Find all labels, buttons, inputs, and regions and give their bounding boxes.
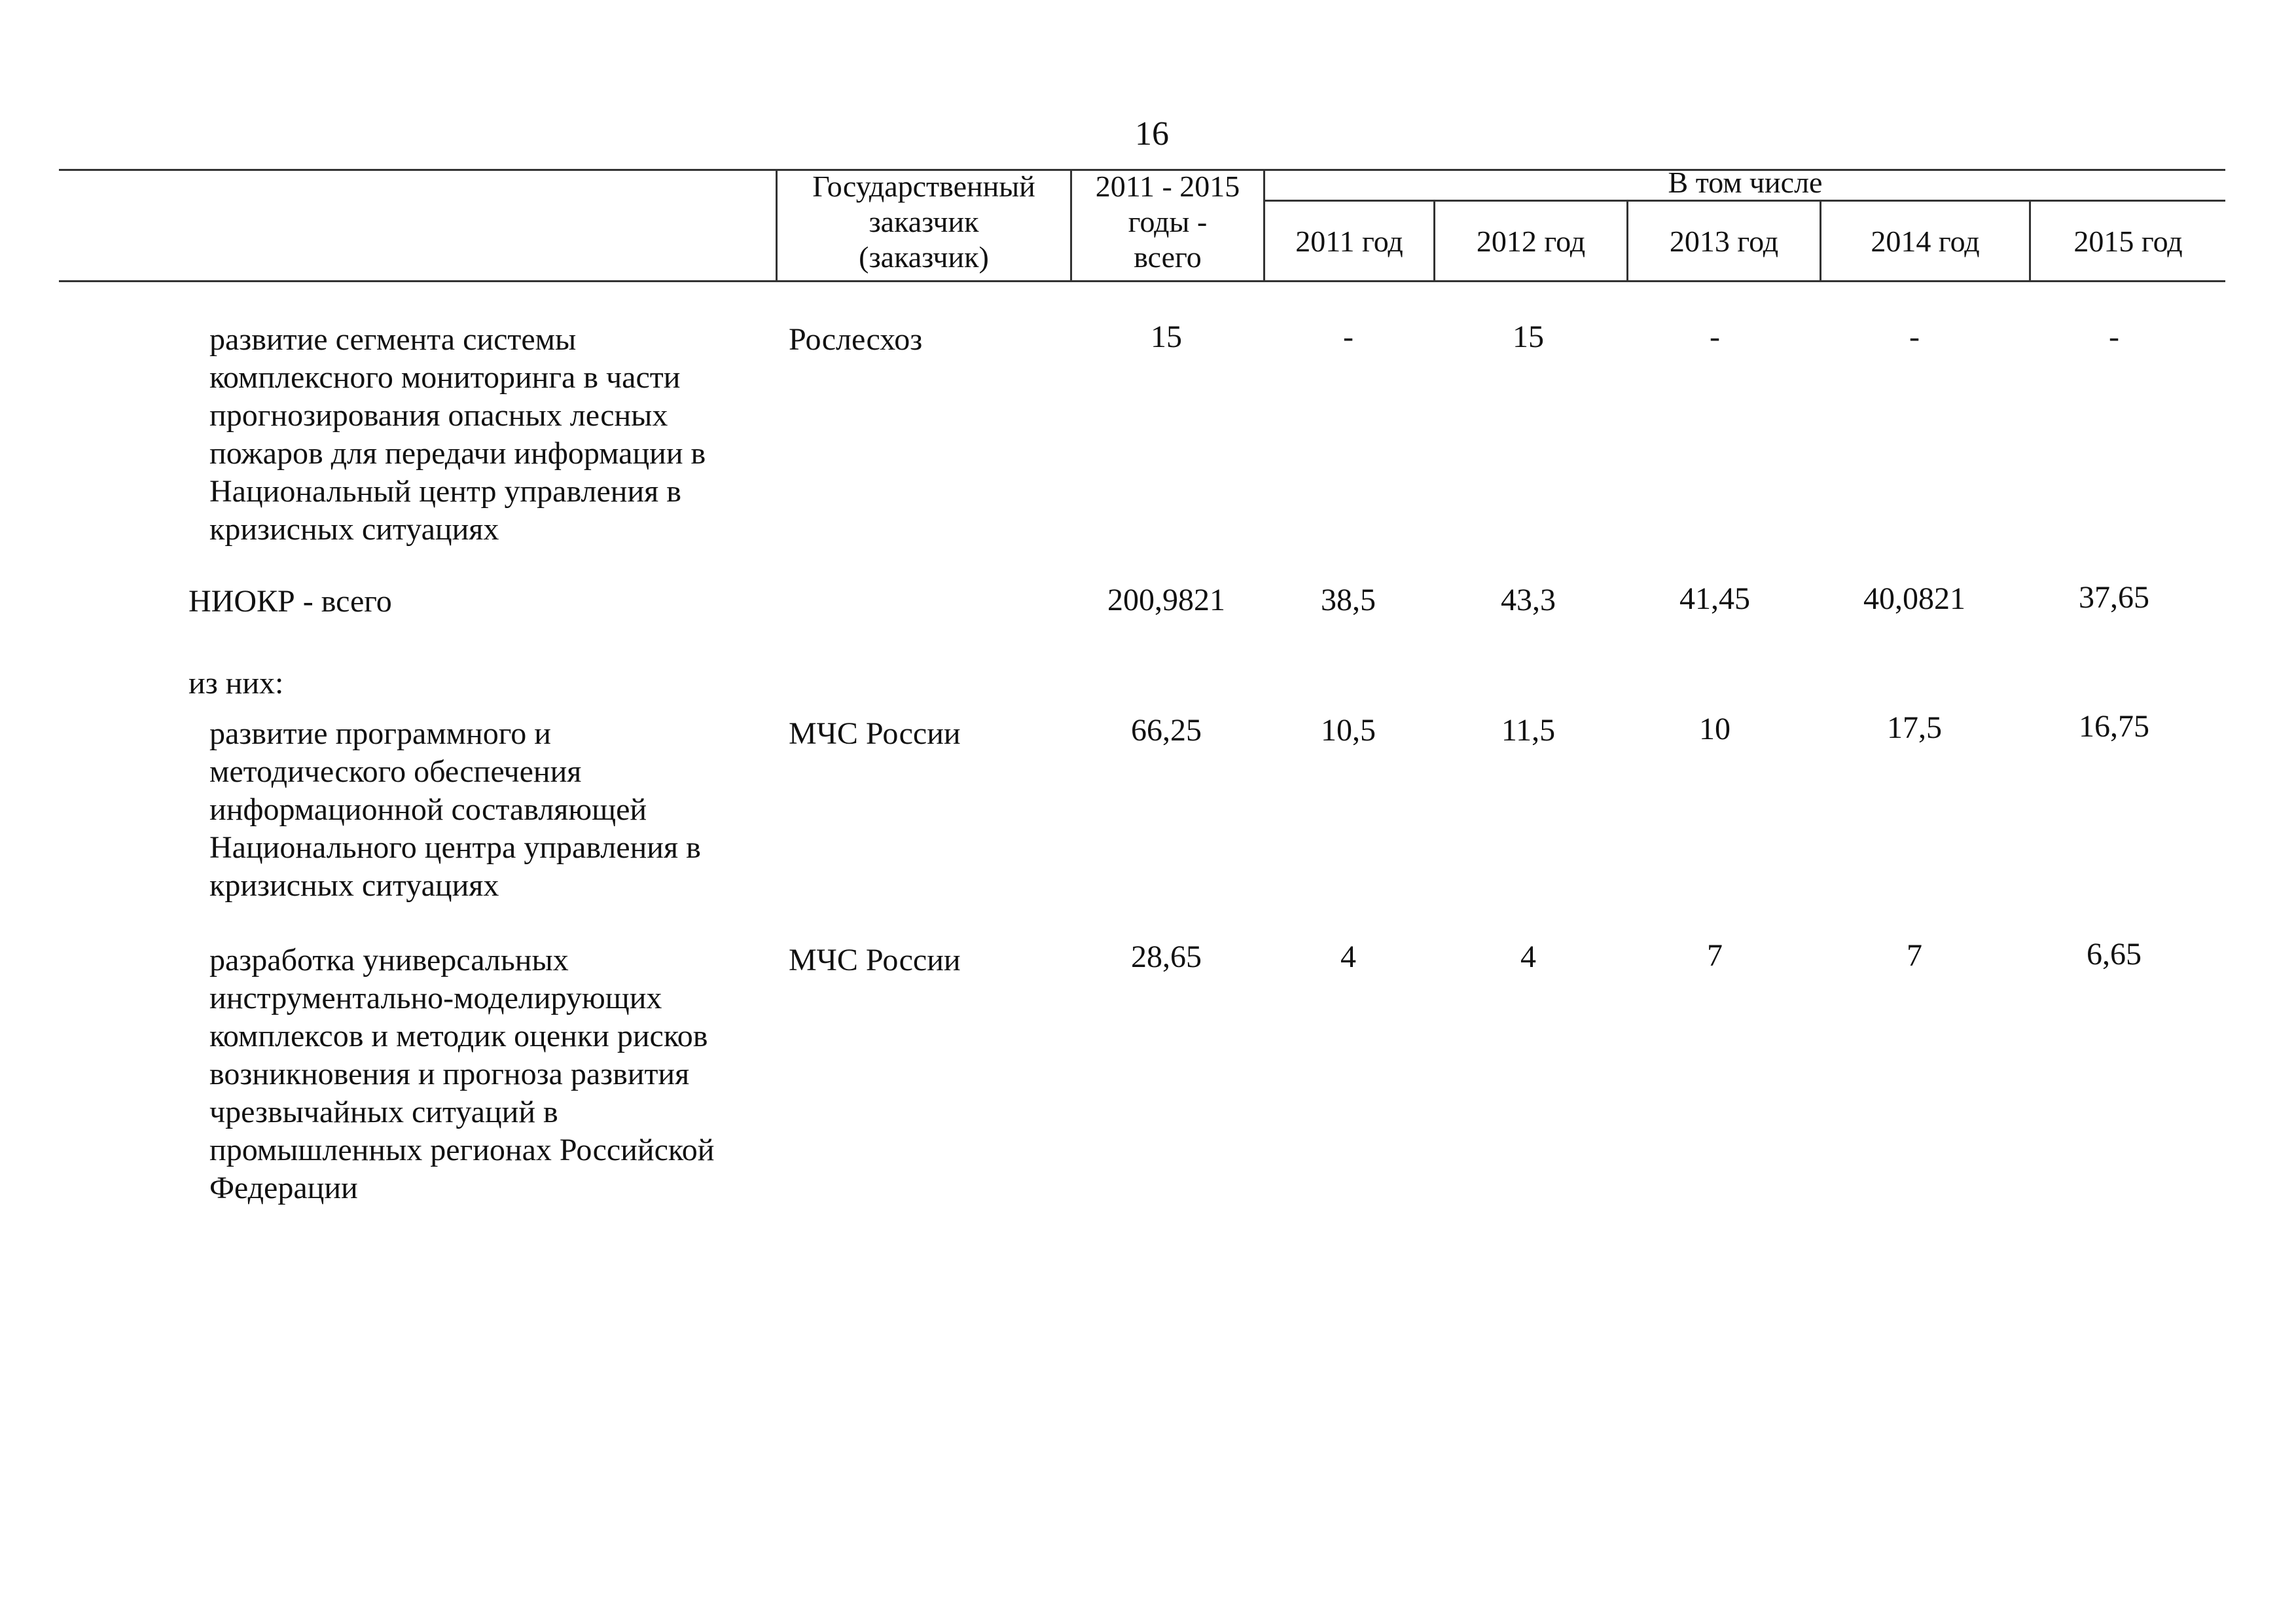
row-4-line-2: методического обеспечения <box>209 754 582 789</box>
header-customer-line-3: (заказчик) <box>859 240 989 274</box>
row-1-line-2: комплексного мониторинга в части <box>209 360 681 395</box>
row-2-description: НИОКР - всего <box>188 584 392 619</box>
row-5-line-4: возникновения и прогноза развития <box>209 1057 690 1091</box>
row-5-2015: 6,65 <box>2087 937 2142 972</box>
row-1-total: 15 <box>1151 319 1182 354</box>
row-5-line-5: чрезвычайных ситуаций в <box>209 1095 558 1129</box>
row-4-2014: 17,5 <box>1887 710 1942 745</box>
header-customer-line-1: Государственный <box>812 170 1035 203</box>
row-2-total: 200,9821 <box>1107 583 1225 617</box>
row-1-2015: - <box>2109 319 2119 354</box>
row-1-line-6: кризисных ситуациях <box>209 512 499 547</box>
row-5-2013: 7 <box>1707 938 1723 973</box>
row-1-line-3: прогнозирования опасных лесных <box>209 398 668 433</box>
row-2-2015: 37,65 <box>2079 580 2149 615</box>
header-customer <box>778 169 1070 275</box>
row-2-2014: 40,0821 <box>1863 581 1965 616</box>
row-5-line-2: инструментально-моделирующих <box>209 981 662 1015</box>
header-total-line-2: годы - <box>1128 205 1208 238</box>
header-bottom-rule <box>59 280 2225 282</box>
header-total <box>1072 169 1263 275</box>
row-4-2013: 10 <box>1699 712 1731 746</box>
row-4-description <box>209 715 772 905</box>
row-2-2011: 38,5 <box>1321 583 1376 617</box>
row-5-description <box>209 941 772 1207</box>
row-4-line-4: Национального центра управления в <box>209 830 701 865</box>
header-year-2015: 2015 год <box>2073 225 2183 258</box>
header-year-2011: 2011 год <box>1295 225 1403 258</box>
row-1-line-1: развитие сегмента системы <box>209 322 577 357</box>
row-5-line-1: разработка универсальных <box>209 943 569 977</box>
row-5-2014: 7 <box>1907 938 1922 973</box>
header-total-line-3: всего <box>1134 240 1202 274</box>
header-total-line-1: 2011 - 2015 <box>1095 170 1240 203</box>
header-year-2012: 2012 год <box>1476 225 1586 258</box>
row-5-customer: МЧС России <box>789 943 961 977</box>
header-customer-line-2: заказчик <box>869 205 979 238</box>
row-4-2011: 10,5 <box>1321 713 1376 748</box>
row-4-line-1: развитие программного и <box>209 716 551 751</box>
row-3-subheading: из них: <box>188 666 284 701</box>
row-5-line-6: промышленных регионах Российской <box>209 1133 715 1167</box>
row-4-total: 66,25 <box>1131 713 1202 748</box>
row-4-customer: МЧС России <box>789 716 961 751</box>
row-1-customer: Рослесхоз <box>789 322 923 357</box>
row-4-line-3: информационной составляющей <box>209 792 647 827</box>
row-1-2014: - <box>1909 319 1920 354</box>
row-1-2012: 15 <box>1513 319 1544 354</box>
row-4-2015: 16,75 <box>2079 709 2149 744</box>
row-5-2012: 4 <box>1520 939 1536 974</box>
row-5-2011: 4 <box>1340 939 1356 974</box>
row-1-description <box>209 321 772 549</box>
row-4-2012: 11,5 <box>1501 713 1556 748</box>
page-number: 16 <box>1135 115 1169 153</box>
row-1-line-5: Национальный центр управления в <box>209 474 681 509</box>
header-year-2013: 2013 год <box>1669 225 1779 258</box>
row-2-2013: 41,45 <box>1679 581 1750 616</box>
header-year-2014: 2014 год <box>1871 225 1980 258</box>
header-including: В том числе <box>1668 166 1823 199</box>
row-4-line-5: кризисных ситуациях <box>209 868 499 903</box>
row-1-2011: - <box>1343 319 1354 354</box>
row-5-total: 28,65 <box>1131 939 1202 974</box>
row-1-2013: - <box>1710 319 1720 354</box>
row-2-2012: 43,3 <box>1501 583 1556 617</box>
row-1-line-4: пожаров для передачи информации в <box>209 436 706 471</box>
row-5-line-3: комплексов и методик оценки рисков <box>209 1019 708 1053</box>
row-5-line-7: Федерации <box>209 1171 358 1205</box>
